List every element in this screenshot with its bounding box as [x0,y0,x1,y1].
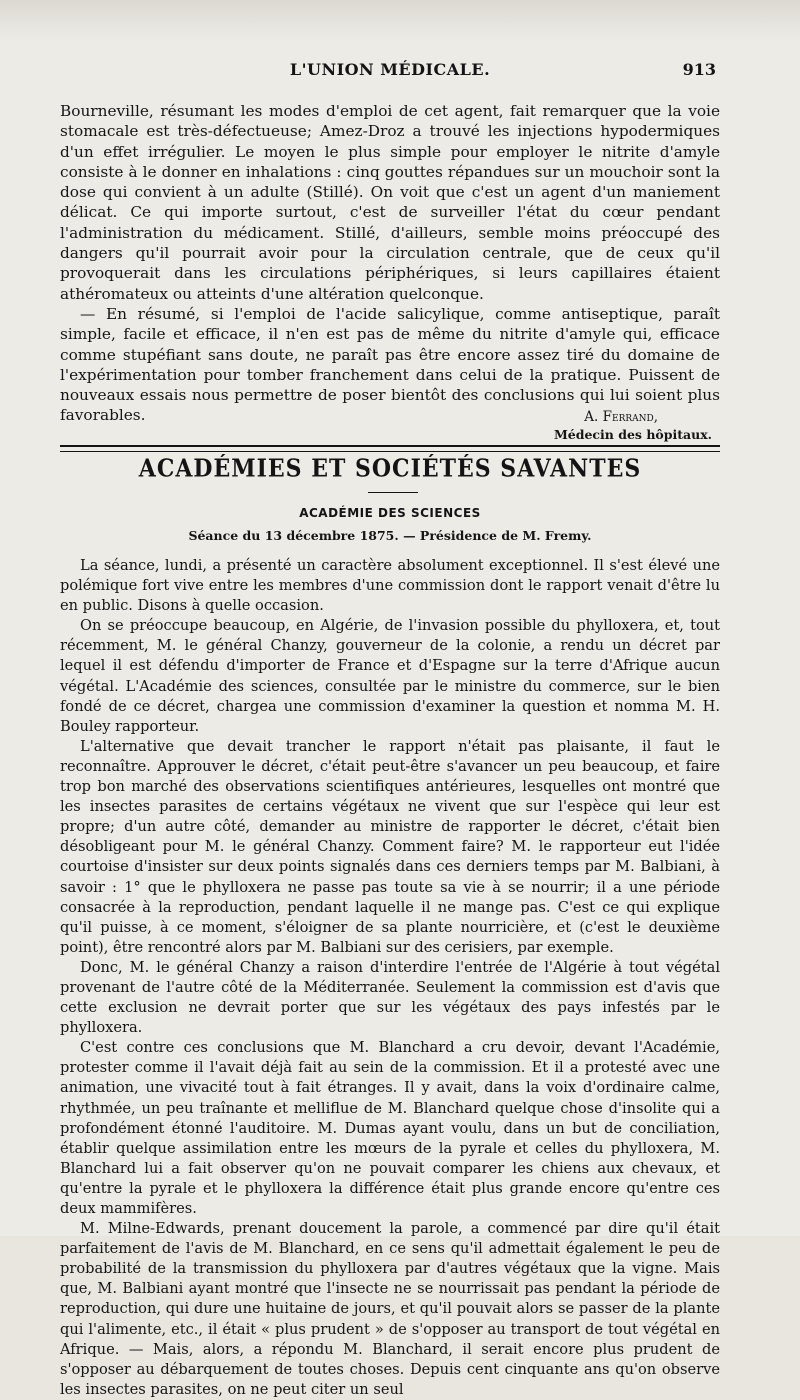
report-paragraph: C'est contre ces conclusions que M. Blanchard a cru devoir, devant l'Académie, protester comme il l'avait déjà fait au sein de la commission. Et il a protesté avec une animation, une vivacité tout à fait étranges. Il y avait, dans la voix d'ordinaire calme, rhythmée, un peu traînante et melliflue de M. Blanchard quelque chose d'insolite qui a profondément étonné l'auditoire. M. Dumas ayant voulu, dans un but de conciliation, établir quelque assimilation entre les mœurs de la pyrale et celles du phylloxera, M. Blanchard lui a fait observer qu'on ne pouvait comparer les chiens aux chevaux, et qu'entre la pyrale et le phylloxera la différence était plus grande encore qu'entre ces deux mammifères. [60,1039,720,1217]
report-paragraph: On se préoccupe beaucoup, en Algérie, de l'invasion possible du phylloxera, et, tout récemment, M. le général Chanzy, gouverneur de la colonie, a rendu un décret par lequel il est défendu d'importer de France et d'Espagne sur la terre d'Afrique aucun végétal. L'Académie des sciences, consultée par le ministre du commerce, sur le bien fondé de ce décret, chargea une commission d'examiner la question et nomma M. H. Bouley rapporteur. [60,617,720,735]
running-title: L'UNION MÉDICALE. [289,60,491,79]
report-paragraph: Donc, M. le général Chanzy a raison d'interdire l'entrée de l'Algérie à tout végétal provenant de l'autre côté de la Méditerranée. Seulement la commission est d'avis que cette exclusion ne devrait porter que sur les végétaux des pays infestés par le phylloxera. [60,958,720,1037]
article1-paragraph: — En résumé, si l'emploi de l'acide salicylique, comme antiseptique, paraît simple, facile et efficace, il n'en est pas de même du nitrite d'amyle qui, efficace comme stupéfiant sans doute, ne paraît pas être encore assez tiré du domaine de l'expérimentation pour tomber franchement dans celui de la pratique. Puissent de nouveaux essais nous permettre de poser bientôt des conclusions qui lui soient plus favorables. [60,304,720,425]
academy-heading: ACADÉMIE DES SCIENCES [299,506,481,520]
report-paragraph: La séance, lundi, a présenté un caractère absolument exceptionnel. Il s'est élevé une polémique fort vive entre les membres d'une commission dont le rapport venait d'être lu en public. Disons à quelle occasion. [60,557,720,615]
show-through-top [0,0,800,40]
article-continuation [60,101,720,444]
section-title: ACADÉMIES ET SOCIÉTÉS SAVANTES [138,454,642,484]
author-signature [60,408,720,426]
academy-report [60,556,720,1400]
report-paragraph: M. Milne-Edwards, prenant doucement la parole, a commencé par dire qu'il était parfaitement de l'avis de M. Blanchard, en ce sens qu'il admettait également le peu de probabilité de la transmission du phylloxera par d'autres végétaux que la vigne. Mais que, M. Balbiani ayant montré que l'insecte ne se nourrissait pas pendant la période de reproduction, qui dure une huitaine de jours, et qu'il pouvait alors se passer de la plante qui l'alimente, etc., il était « plus prudent » de s'opposer au transport de tout végétal en Afrique. — Mais, alors, a répondu M. Blanchard, il serait encore plus prudent de s'opposer au débarquement de toutes choses. Depuis cent cinquante ans qu'on observe les insectes parasites, on ne peut citer un seul [60,1220,720,1398]
report-paragraph: L'alternative que devait trancher le rapport n'était pas plaisante, il faut le reconnaître. Approuver le décret, c'était peut-être s'avancer un peu beaucoup, et faire trop bon marché des observations scientifiques antérieures, lesquelles ont montré que les insectes parasites de certains végétaux ne vivent que sur l'espèce qui leur est propre; d'un autre côté, demander au ministre de rapporter le décret, c'était bien désobligeant pour M. le général Chanzy. Comment faire? M. le rapporteur eut l'idée courtoise d'insister sur deux points signalés dans ces derniers temps par M. Balbiani, à savoir : 1° que le phylloxera ne passe pas toute sa vie à se nourrir; il a une période consacrée à la reproduction, pendant laquelle il ne mange pas. C'est ce qui explique qu'il puisse, à ce moment, s'éloigner de sa plante nourricière, et (c'est le deuxième point), être rencontré alors par M. Balbiani sur des cerisiers, par exemple. [60,737,720,956]
section-divider [60,445,720,452]
article1-paragraph: Bourneville, résumant les modes d'emploi de cet agent, fait remarquer que la voie stomacale est très-défectueuse; Amez-Droz a trouvé les injections hypodermiques d'un effet irrégulier. Le moyen le plus simple pour employer le nitrite d'amyle consiste à le donner en inhalations : cinq gouttes répandues sur un mouchoir sont la dose qui convient à un adulte (Stillé). On voit que c'est un agent d'un maniement délicat. Ce qui importe surtout, c'est de surveiller l'état du cœur pendant l'administration du médicament. Stillé, d'ailleurs, semble moins préoccupé des dangers qu'il pourrait avoir pour la circulation centrale, que de ceux qu'il provoquerait dans les circulations périphériques, si leurs capillaires étaient athéromateux ou atteints d'une altération quelconque. [60,102,720,303]
author-title: Médecin des hôpitaux. [553,426,712,442]
session-heading: Séance du 13 décembre 1875. — Présidence de M. Fremy. [188,528,592,543]
author-name: A. Ferrand, [584,408,658,425]
page-header [60,60,720,86]
title-rule [368,492,418,493]
page-number: 913 [682,60,716,79]
